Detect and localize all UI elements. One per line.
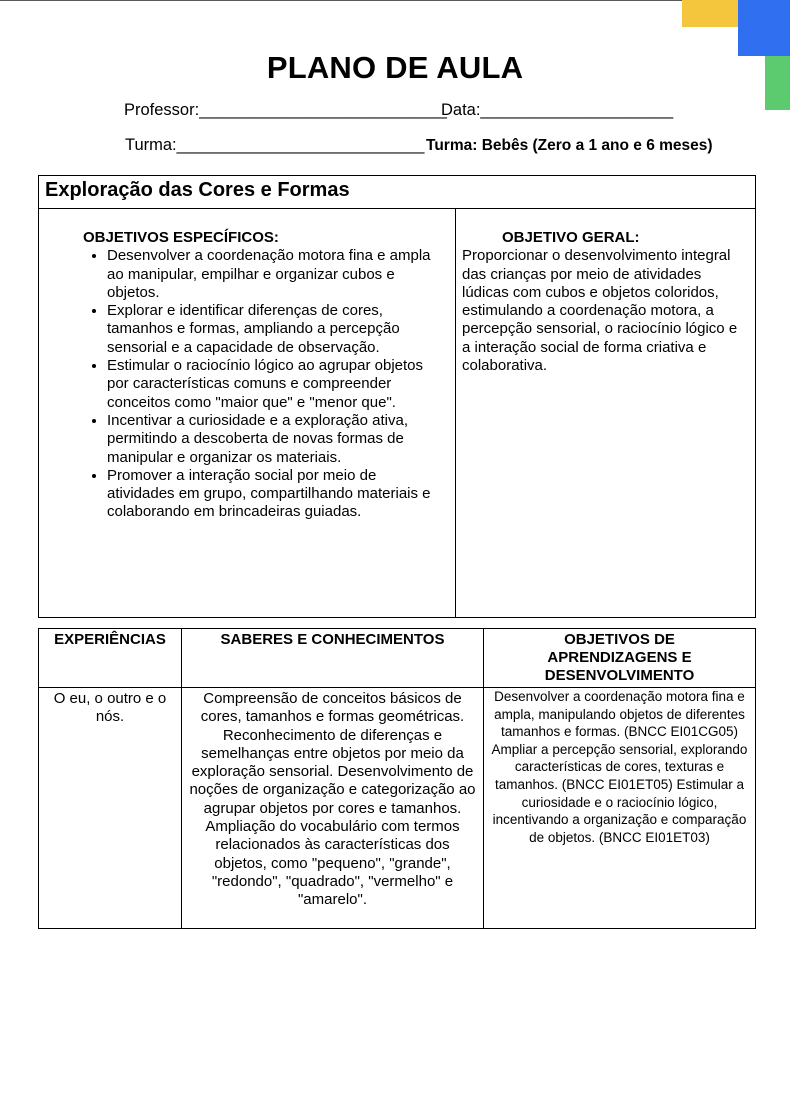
date-field[interactable]: Data:_____________________ [441,101,674,119]
professor-field[interactable]: Professor:___________________________ [124,101,447,119]
list-item: • Estimular o raciocínio lógico ao agrupar objetos por características comuns e compreender conceitos como "maior que" e "menor que". [107,357,447,412]
experiences-table [38,628,756,929]
objectives-cell: Desenvolver a coordenação motora fina e ampla, manipulando objetos de diferentes tamanhos e formas. (BNCC EI01CG05) Ampliar a percepção sensorial, explorando características de cores, texturas e tamanhos. (BNCC EI01ET05) Estimular a curiosidade e o raciocínio lógico, incentivando a organização e comparação de objetos. (BNCC EI01ET03) [484,688,756,929]
plan-table [38,175,756,618]
header-objectives-text: OBJETIVOS DE APRENDIZAGENS E DESENVOLVIMENTO [544,631,695,684]
list-item: • Incentivar a curiosidade e a exploração ativa, permitindo a descoberta de novas formas de manipular e organizar os materiais. [107,412,447,467]
list-item: • Desenvolver a coordenação motora fina e ampla ao manipular, empilhar e organizar cubos e objetos. [107,247,447,302]
turma-info: Turma: Bebês (Zero a 1 ano e 6 meses) [426,137,713,154]
general-objective-heading: OBJETIVO GERAL: [502,229,640,246]
list-item: • Explorar e identificar diferenças de cores, tamanhos e formas, ampliando a percepção sensorial e a capacidade de observação. [107,302,447,357]
yellow-decoration-block [682,0,738,27]
specific-objectives-cell [39,209,456,618]
turma-field[interactable]: Turma:___________________________ [125,136,425,154]
general-objective-cell [456,209,756,618]
blue-decoration-block [738,0,790,56]
header-knowledge: SABERES E CONHECIMENTOS [182,629,484,688]
experience-cell: O eu, o outro e o nós. [39,688,182,929]
specific-objectives-list [83,247,447,521]
list-item: • Promover a interação social por meio de atividades em grupo, compartilhando materiais e colaborando em brincadeiras guiadas. [107,467,447,522]
header-experiences: EXPERIÊNCIAS [39,629,182,688]
knowledge-cell: Compreensão de conceitos básicos de cores, tamanhos e formas geométricas. Reconhecimento de diferenças e semelhanças entre objetos por meio da exploração sensorial. Desenvolvimento de noções de organização e categorização ao agrupar objetos por cores e tamanhos. Ampliação do vocabulário com termos relacionados às características dos objetos, como "pequeno", "grande", "redondo", "quadrado", "vermelho" e "amarelo". [182,688,484,929]
theme-title: Exploração das Cores e Formas [39,176,756,209]
top-border [0,0,790,1]
header-objectives [484,629,756,688]
general-objective-text: Proporcionar o desenvolvimento integral das crianças por meio de atividades lúdicas com cubos e objetos coloridos, estimulando a coordenação motora, a percepção sensorial, o raciocínio lógico e a interação social de forma criativa e colaborativa. [462,247,738,375]
specific-objectives-heading: OBJETIVOS ESPECÍFICOS: [83,229,279,246]
page-title: PLANO DE AULA [266,50,524,85]
